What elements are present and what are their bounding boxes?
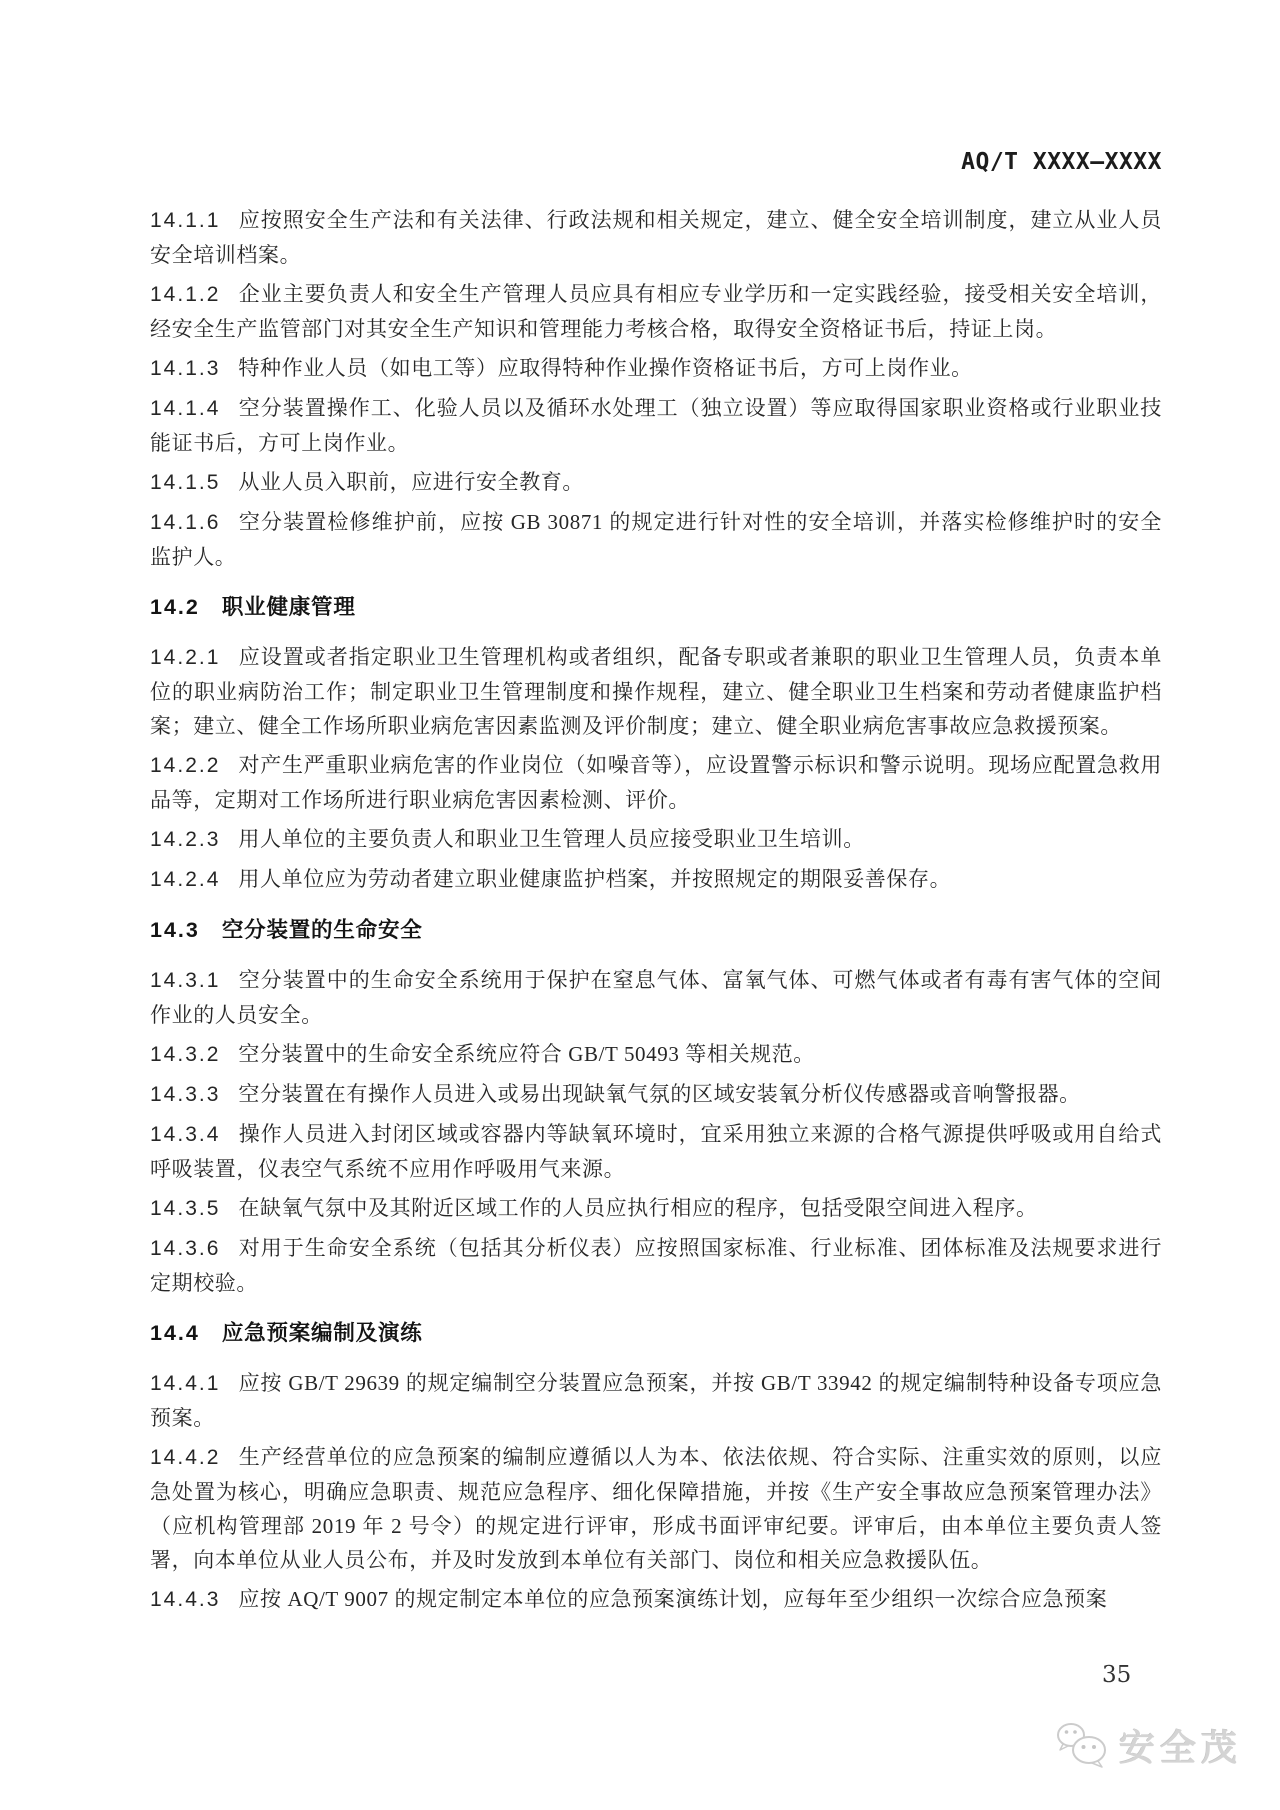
clause-14-2-4 [150, 862, 1162, 897]
heading-number: 14.4 [150, 1321, 200, 1345]
brand-watermark [1054, 1720, 1242, 1771]
clause-number: 14.3.1 [150, 969, 221, 992]
heading-text: 空分装置的生命安全 [221, 918, 423, 942]
clause-text: 对产生严重职业病危害的作业岗位（如噪音等），应设置警示标识和警示说明。现场应配置急救用品等，定期对工作场所进行职业病危害因素检测、评价。 [150, 753, 1162, 812]
clause-text: 操作人员进入封闭区域或容器内等缺氧环境时，宜采用独立来源的合格气源提供呼吸或用自给式呼吸装置，仪表空气系统不应用作呼吸用气来源。 [150, 1122, 1162, 1181]
clause-text: 用人单位的主要负责人和职业卫生管理人员应接受职业卫生培训。 [238, 827, 865, 851]
clause-text: 特种作业人员（如电工等）应取得特种作业操作资格证书后，方可上岗作业。 [238, 356, 973, 380]
clause-14-1-5 [150, 465, 1162, 500]
clause-number: 14.2.4 [150, 868, 221, 891]
clause-text: 空分装置操作工、化验人员以及循环水处理工（独立设置）等应取得国家职业资格或行业职业技能证书后，方可上岗作业。 [150, 396, 1162, 455]
clause-14-3-2 [150, 1037, 1162, 1072]
heading-text: 职业健康管理 [221, 595, 356, 619]
clause-number: 14.4.1 [150, 1372, 221, 1395]
clause-14-4-2 [150, 1440, 1162, 1577]
clause-14-3-4 [150, 1117, 1162, 1186]
clause-14-2-3 [150, 822, 1162, 857]
clause-number: 14.1.6 [150, 511, 221, 534]
clause-number: 14.1.3 [150, 357, 221, 380]
clause-14-2-2 [150, 748, 1162, 817]
heading-number: 14.2 [150, 595, 200, 619]
clause-text: 空分装置检修维护前，应按 GB 30871 的规定进行针对性的安全培训，并落实检修维护时的安全监护人。 [150, 510, 1162, 569]
clause-text: 企业主要负责人和安全生产管理人员应具有相应专业学历和一定实践经验，接受相关安全培训，经安全生产监管部门对其安全生产知识和管理能力考核合格，取得安全资格证书后，持证上岗。 [150, 282, 1162, 341]
clause-number: 14.2.2 [150, 754, 221, 777]
clause-text: 应按 GB/T 29639 的规定编制空分装置应急预案，并按 GB/T 33942 的规定编制特种设备专项应急预案。 [150, 1371, 1162, 1430]
clause-number: 14.3.5 [150, 1197, 221, 1220]
clause-14-1-4 [150, 391, 1162, 460]
clause-text: 生产经营单位的应急预案的编制应遵循以人为本、依法依规、符合实际、注重实效的原则，以应急处置为核心，明确应急职责、规范应急程序、细化保障措施，并按《生产安全事故应急预案管理办法》（应机构管理部 2019 年 2 号令）的规定进行评审，形成书面评审纪要。评审后，由本单位主要负责人签署，向本单位从业人员公布，并及时发放到本单位有关部门、岗位和相关应急救援队伍。 [150, 1445, 1162, 1572]
heading-text: 应急预案编制及演练 [221, 1321, 423, 1345]
document-body [150, 203, 1162, 1617]
section-heading-14-4 [150, 1316, 1162, 1350]
clause-text: 用人单位应为劳动者建立职业健康监护档案，并按照规定的期限妥善保存。 [238, 867, 952, 891]
heading-number: 14.3 [150, 918, 200, 942]
clause-14-3-3 [150, 1077, 1162, 1112]
clause-number: 14.3.3 [150, 1083, 221, 1106]
clause-number: 14.3.4 [150, 1123, 221, 1146]
clause-number: 14.2.1 [150, 646, 221, 669]
clause-text: 在缺氧气氛中及其附近区域工作的人员应执行相应的程序，包括受限空间进入程序。 [238, 1196, 1038, 1220]
section-heading-14-3 [150, 913, 1162, 947]
clause-number: 14.1.4 [150, 397, 221, 420]
clause-number: 14.4.3 [150, 1588, 221, 1611]
clause-14-2-1 [150, 640, 1162, 743]
page-number: 35 [1102, 1662, 1132, 1688]
clause-text: 应设置或者指定职业卫生管理机构或者组织，配备专职或者兼职的职业卫生管理人员，负责本单位的职业病防治工作；制定职业卫生管理制度和操作规程，建立、健全职业卫生档案和劳动者健康监护档案；建立、健全工作场所职业病危害因素监测及评价制度；建立、健全职业病危害事故应急救援预案。 [150, 645, 1162, 738]
clause-number: 14.4.2 [150, 1446, 221, 1469]
clause-14-3-1 [150, 963, 1162, 1032]
clause-text: 空分装置在有操作人员进入或易出现缺氧气氛的区域安装氧分析仪传感器或音响警报器。 [238, 1082, 1081, 1106]
doc-code: AQ/T XXXX—XXXX [961, 149, 1162, 175]
brand-name: 安全茂 [1118, 1727, 1242, 1768]
clause-number: 14.1.5 [150, 471, 221, 494]
clause-14-3-6 [150, 1231, 1162, 1300]
clause-text: 对用于生命安全系统（包括其分析仪表）应按照国家标准、行业标准、团体标准及法规要求进行定期校验。 [150, 1236, 1162, 1295]
clause-text: 应按照安全生产法和有关法律、行政法规和相关规定，建立、健全安全培训制度，建立从业人员安全培训档案。 [150, 208, 1162, 267]
clause-14-1-1 [150, 203, 1162, 272]
clause-text: 从业人员入职前，应进行安全教育。 [238, 470, 584, 494]
clause-14-1-3 [150, 351, 1162, 386]
clause-text: 空分装置中的生命安全系统用于保护在窒息气体、富氧气体、可燃气体或者有毒有害气体的空间作业的人员安全。 [150, 968, 1162, 1027]
clause-text: 应按 AQ/T 9007 的规定制定本单位的应急预案演练计划，应每年至少组织一次综合应急预案 [238, 1587, 1108, 1611]
clause-text: 空分装置中的生命安全系统应符合 GB/T 50493 等相关规范。 [238, 1042, 815, 1066]
clause-number: 14.3.2 [150, 1043, 221, 1066]
clause-number: 14.1.2 [150, 283, 221, 306]
section-heading-14-2 [150, 590, 1162, 624]
clause-14-4-3 [150, 1582, 1162, 1617]
clause-number: 14.3.6 [150, 1237, 221, 1260]
clause-14-3-5 [150, 1191, 1162, 1226]
clause-14-4-1 [150, 1366, 1162, 1435]
wechat-icon [1054, 1721, 1110, 1771]
clause-number: 14.1.1 [150, 209, 221, 232]
clause-14-1-6 [150, 505, 1162, 574]
clause-14-1-2 [150, 277, 1162, 346]
clause-number: 14.2.3 [150, 828, 221, 851]
